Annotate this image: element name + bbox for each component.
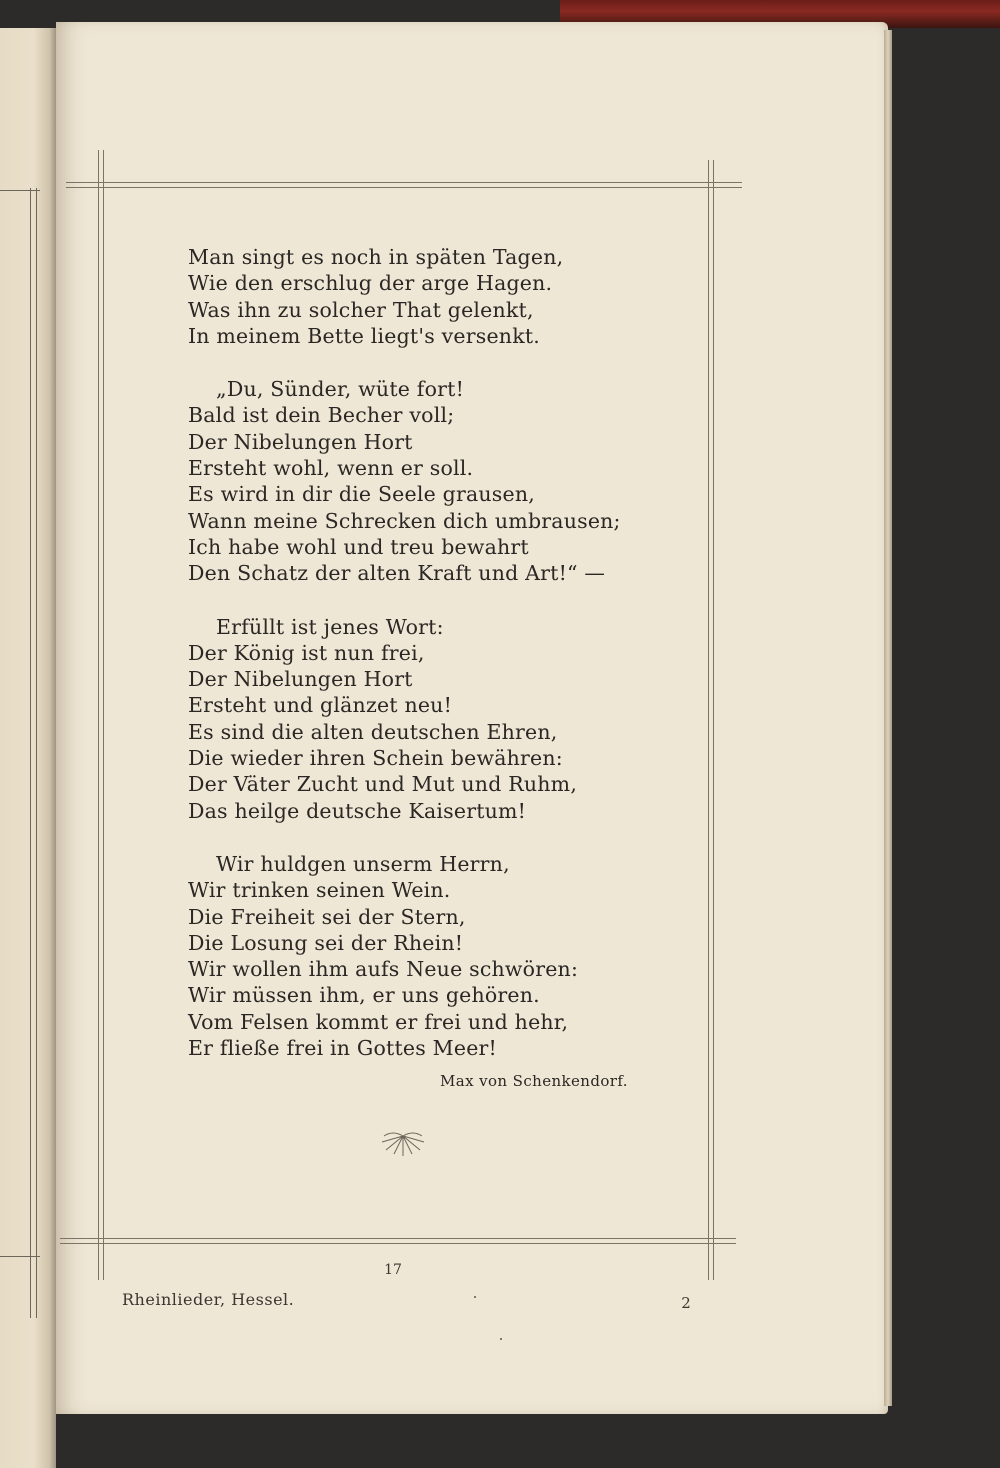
frame-rule-left: [98, 150, 99, 1280]
stanza: [188, 376, 708, 586]
poem-line: Ersteht wohl, wenn er soll.: [188, 456, 474, 481]
frame-rule-bottom: [60, 1238, 736, 1239]
frame-rule-left: [103, 150, 104, 1280]
page-edge: [884, 30, 892, 1406]
poem-line: Den Schatz der alten Kraft und Art!“ —: [188, 561, 606, 586]
poem-line: Wie den erschlug der arge Hagen.: [188, 271, 553, 296]
left-page-rule: [36, 188, 37, 1318]
footer-signature: Rheinlieder, Hessel.: [122, 1290, 295, 1309]
poem-line: Der König ist nun frei,: [188, 640, 425, 665]
frame-rule-bottom: [60, 1243, 736, 1244]
poem-line: Die Losung sei der Rhein!: [188, 930, 464, 955]
previous-page-edge: [0, 28, 56, 1468]
author-signature: Max von Schenkendorf.: [440, 1072, 628, 1090]
poem-line: Die Freiheit sei der Stern,: [188, 904, 466, 929]
left-page-rule: [0, 190, 40, 191]
poem-line: Er fließe frei in Gottes Meer!: [188, 1036, 497, 1061]
print-speck: [474, 1296, 476, 1298]
poem-line: Es wird in dir die Seele grausen,: [188, 482, 535, 507]
poem-line: Vom Felsen kommt er frei und hehr,: [188, 1009, 569, 1034]
frame-rule-top: [66, 182, 742, 183]
poem-line: Das heilge deutsche Kaisertum!: [188, 798, 527, 823]
poem-line: Wir wollen ihm aufs Neue schwören:: [188, 957, 579, 982]
frame-rule-right: [713, 160, 714, 1280]
poem-line: Was ihn zu solcher That gelenkt,: [188, 297, 534, 322]
poem-line: Der Nibelungen Hort: [188, 667, 413, 692]
poem-line: Ersteht und glänzet neu!: [188, 693, 453, 718]
poem-line: Wir müssen ihm, er uns gehören.: [188, 983, 540, 1008]
stanza: [188, 244, 708, 349]
frame-rule-top: [66, 187, 742, 188]
poem-line: Man singt es noch in späten Tagen,: [188, 245, 564, 269]
poem-line: Bald ist dein Becher voll;: [188, 403, 455, 428]
page-number: 17: [384, 1262, 402, 1278]
stanza: [188, 851, 708, 1061]
poem-line: Erfüllt ist jenes Wort:: [216, 614, 444, 639]
poem-line: Der Nibelungen Hort: [188, 429, 413, 454]
poem-line: Wann meine Schrecken dich umbrausen;: [188, 508, 621, 533]
poem-line: Der Väter Zucht und Mut und Ruhm,: [188, 772, 578, 797]
poem-line: In meinem Bette liegt's versenkt.: [188, 323, 540, 348]
sheet-number: 2: [681, 1294, 691, 1312]
frame-rule-right: [708, 160, 709, 1280]
left-page-rule: [30, 188, 31, 1318]
stanza: [188, 614, 708, 824]
poem-line: Die wieder ihren Schein bewähren:: [188, 746, 563, 771]
poem-line: Ich habe wohl und treu bewahrt: [188, 534, 529, 559]
poem-line: Wir huldgen unserm Herrn,: [216, 851, 510, 876]
left-page-rule: [0, 1256, 40, 1257]
poem-line: „Du, Sünder, wüte fort!: [216, 377, 465, 402]
print-speck: [500, 1338, 502, 1340]
ornament-icon: [380, 1128, 426, 1158]
poem-line: Es sind die alten deutschen Ehren,: [188, 719, 558, 744]
poem-line: Wir trinken seinen Wein.: [188, 878, 451, 903]
poem: [188, 244, 708, 1088]
